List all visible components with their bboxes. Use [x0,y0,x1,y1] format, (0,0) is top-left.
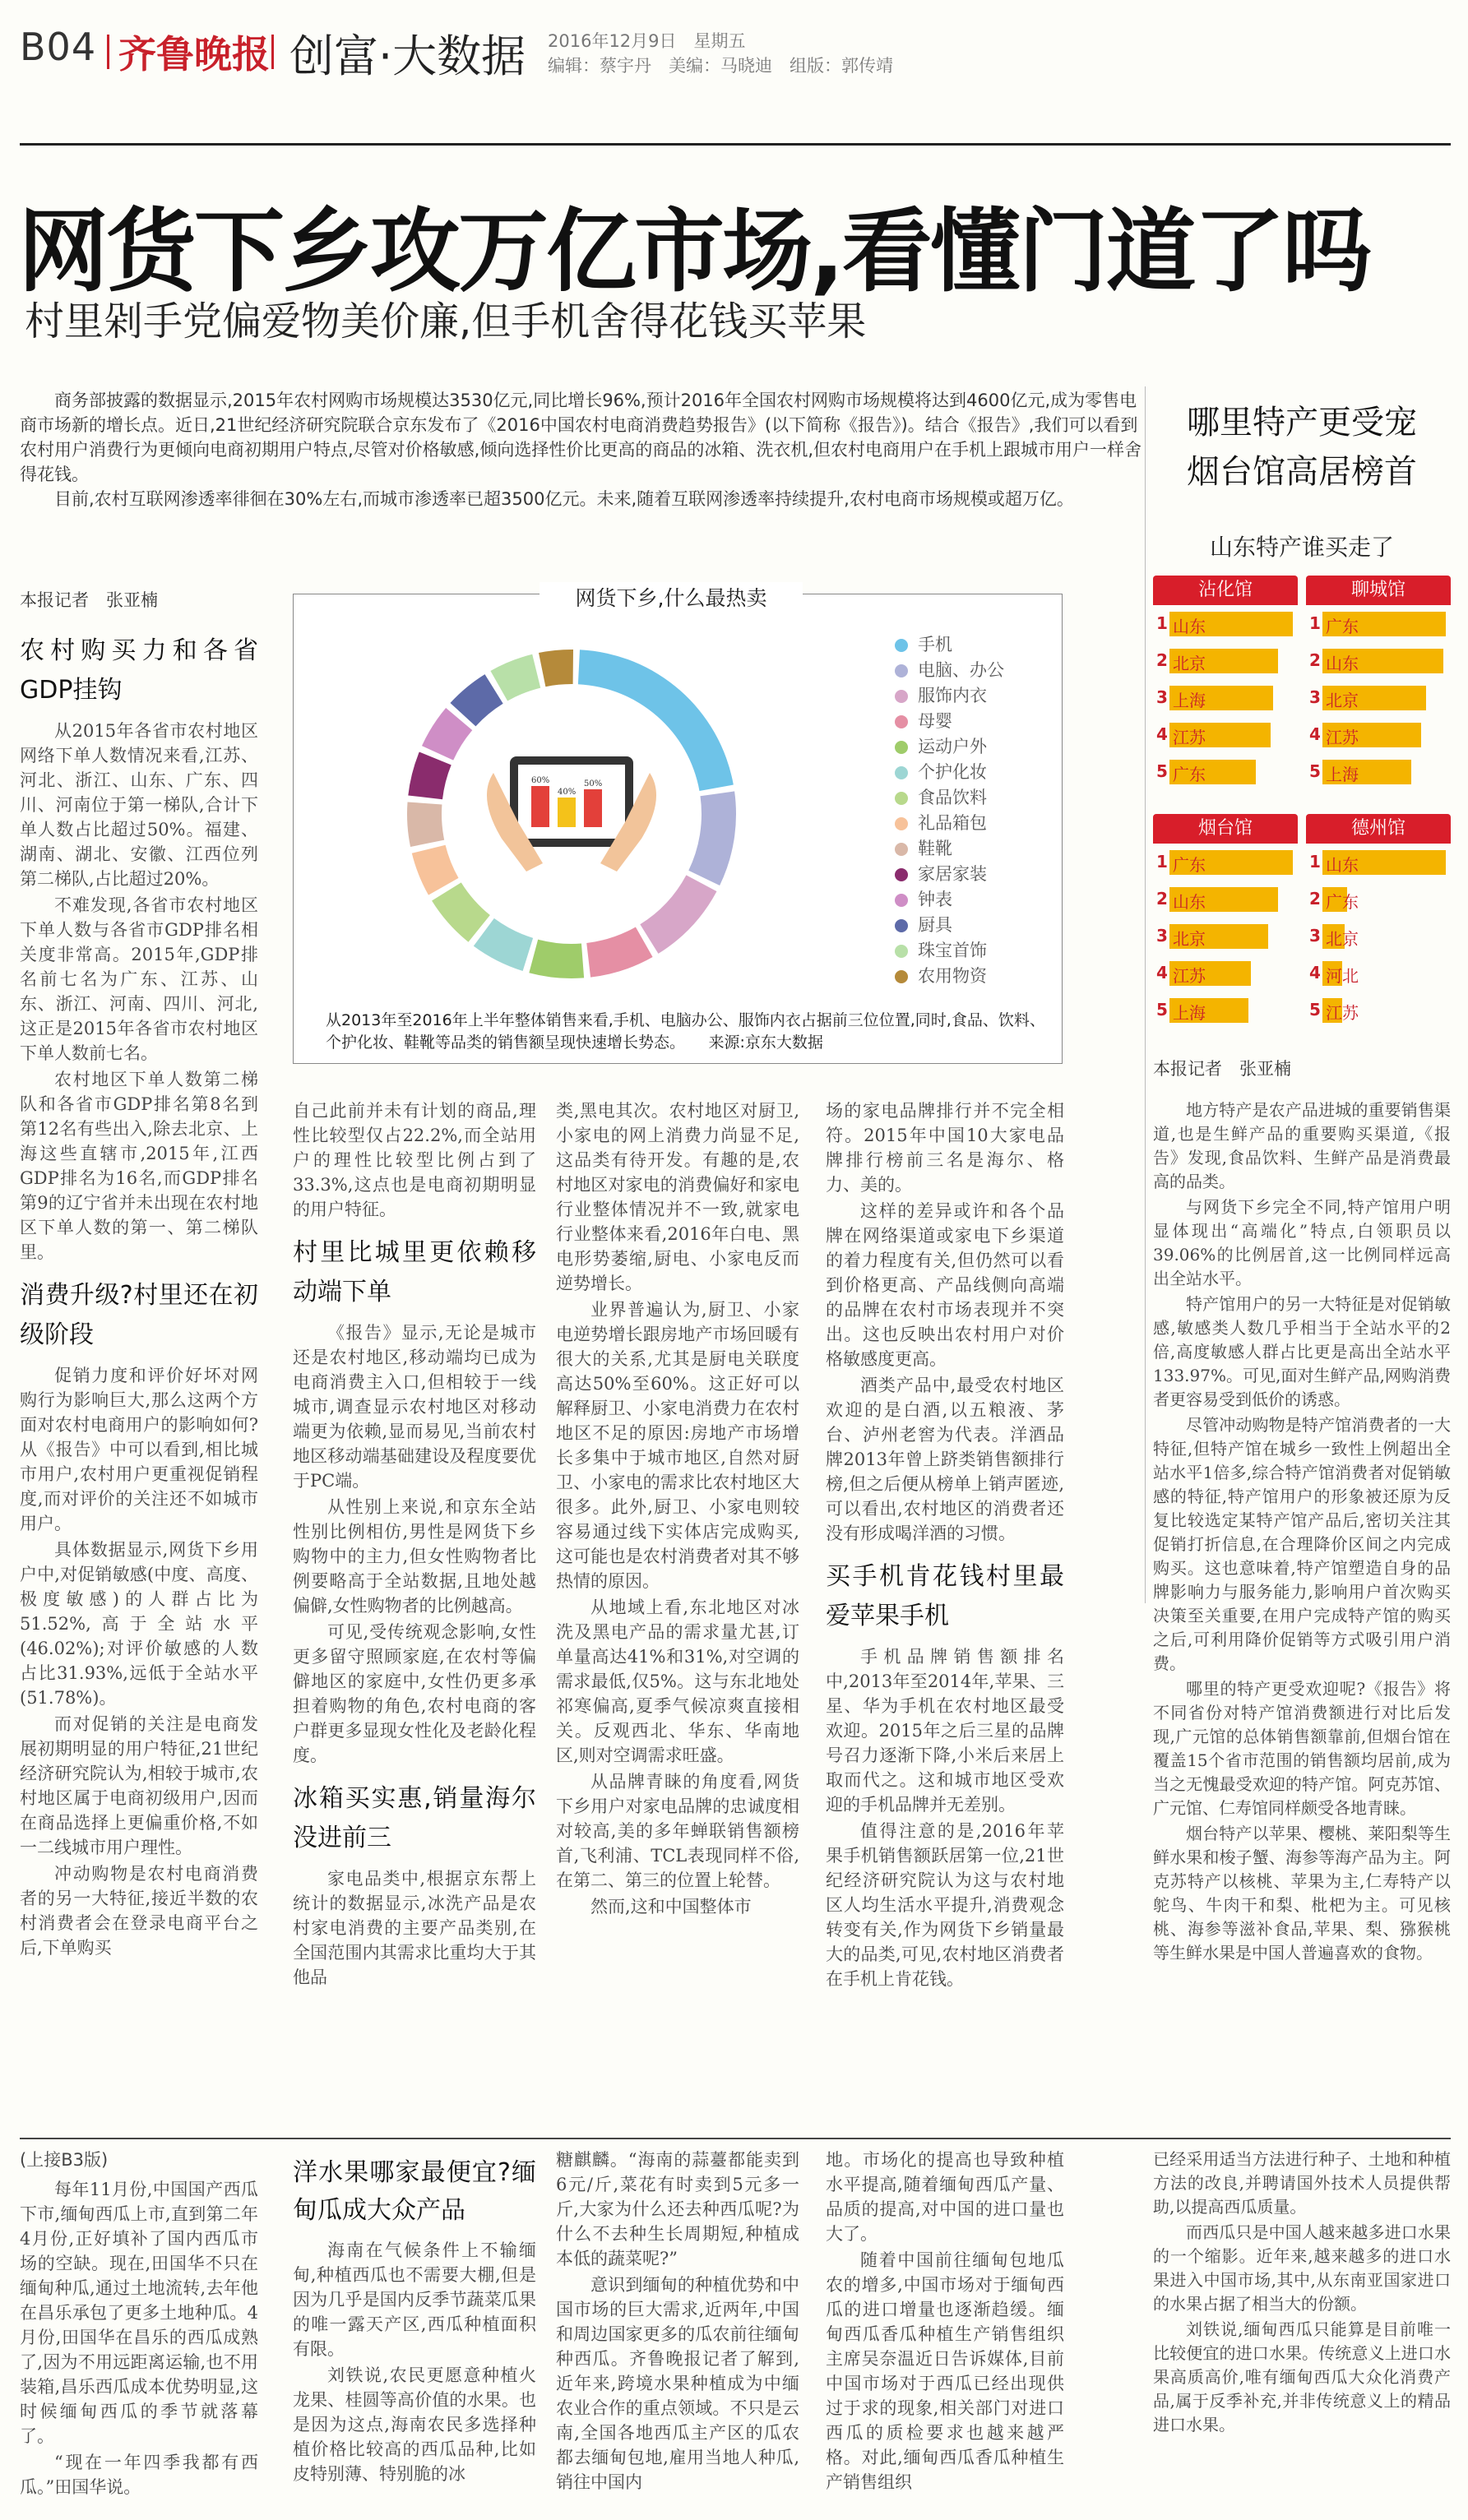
ranking-number: 3 [1309,687,1321,707]
ranking-row [1153,955,1298,992]
ranking-panel-title: 沾化馆 [1153,576,1298,605]
legend-swatch [895,970,908,983]
article-column-4 [826,1098,1064,1993]
byline: 本报记者 张亚楠 [1153,1059,1291,1079]
donut-segment-12 [490,654,540,701]
legend-item [895,886,952,911]
ranking-label: 广东 [1326,892,1359,912]
paragraph: 哪里的特产更受欢迎呢?《报告》将不同省份对特产馆消费额进行对比后发现,广元馆的总体销售额靠前,但烟台馆在覆盖15个省市范围的销售额均居前,成为当之无愧最受欢迎的特产馆。阿克苏馆、广元馆、仁寿馆同样颇受各地青睐。 [1153,1679,1451,1818]
ranking-row [1153,605,1298,642]
chart-legend [895,631,1059,993]
paragraph: 特产馆用户的另一大特征是对促销敏感,敏感类人数几乎相当于全站水平的2倍,高度敏感人群占比更是高出全站水平133.97%。可见,面对生鲜产品,网购消费者更容易受到低价的诱惑。 [1153,1294,1451,1409]
ranking-number: 5 [1309,761,1321,781]
ranking-number: 1 [1309,613,1321,633]
ranking-number: 1 [1156,613,1168,633]
sidebar-headline [1153,398,1451,497]
paragraph: 类,黑电其次。农村地区对厨卫,小家电的网上消费力尚显不足,这品类有待开发。有趣的是,农村地区对家电的消费偏好和家电行业整体情况并不一致,就家电行业整体来看,2016年白电、黑电形势萎缩,厨电、小家电反而逆势增长。 [556,1101,799,1293]
legend-item [895,861,987,885]
subheading: 消费升级?村里还在初级阶段 [20,1281,258,1349]
legend-item [895,912,952,936]
legend-label: 钟表 [918,890,952,909]
legend-swatch [895,715,908,728]
paragraph: 具体数据显示,网货下乡用户中,对促销敏感(中度、高度、极度敏感)的人群占比为51.52%,高于全站水平(46.02%);对评价敏感的人数占比31.93%,远低于全站水平(51.78%)。 [20,1540,258,1708]
legend-item [895,937,987,962]
ranking-label: 江苏 [1173,966,1206,986]
paragraph: 然而,这和中国整体市 [590,1897,752,1917]
bottom-column-5 [1153,2148,1451,2439]
ranking-label: 广东 [1173,765,1206,784]
legend-swatch [895,664,908,677]
continued-from: (上接B3版) [20,2150,109,2170]
donut-segment-7 [412,845,459,895]
donut-segment-5 [474,918,533,971]
paragraph: 手机品牌销售额排名中,2013年至2014年,苹果、三星、华为手机在农村地区最受欢迎。2015年之后三星的品牌号召力逐渐下降,小米后来居上取而代之。这和城市地区受欢迎的手机品牌并无差别。 [826,1647,1064,1815]
legend-item [895,657,1004,682]
ranking-label: 江苏 [1326,1003,1359,1023]
legend-item [895,708,952,733]
sidebar-title-line: 烟台馆高居榜首 [1187,453,1417,491]
ranking-label: 北京 [1326,691,1359,710]
ranking-row [1153,992,1298,1029]
ranking-row [1153,881,1298,918]
icon-bar [531,786,549,827]
paragraph: 农村地区下单人数第二梯队和各省市GDP排名第8名到第12名有些出入,除去北京、上海这些直辖市,2015年,江西GDP排名为16名,而GDP排名第9的辽宁省并未出现在农村地区下单人数的第一、第二梯队里。 [20,1070,258,1262]
section-rule [20,2138,1451,2139]
legend-item [895,810,987,835]
legend-label: 个护化妆 [918,762,987,782]
icon-bar-label: 50% [584,779,603,788]
paragraph: 与网货下乡完全不同,特产馆用户明显体现出“高端化”特点,白领职员以39.06%的比例居首,这一比例同样远高出全站水平。 [1153,1197,1451,1288]
ranking-number: 3 [1309,926,1321,946]
paragraph: 每年11月份,中国国产西瓜下市,缅甸西瓜上市,直到第二年4月份,正好填补了国内西瓜市场的空缺。现在,田国华不只在缅甸种瓜,通过土地流转,去年他在昌乐承包了更多土地种瓜。4月份,田国华在昌乐的西瓜成熟了,因为不用远距离运输,也不用装箱,昌乐西瓜成本优势明显,这时候缅甸西瓜的季节就落幕了。 [20,2180,258,2446]
legend-item [895,682,987,707]
ranking-label: 广东 [1173,855,1206,875]
paragraph: 而对促销的关注是电商发展初期明显的用户特征,21世纪经济研究院认为,相较于城市,农村地区属于电商初级用户,因而在商品选择上更偏重价格,不如一二线城市用户理性。 [20,1714,258,1857]
paragraph: 值得注意的是,2016年苹果手机销售额跃居第一位,21世纪经济研究院认为这与农村地区人均生活水平提升,消费观念转变有关,作为网货下乡销量最大的品类,可见,农村地区消费者在手机上肯花钱。 [826,1821,1064,1989]
paragraph: 糖麒麟。“海南的蒜薹都能卖到6元/斤,菜花有时卖到5元多一斤,大家为什么还去种西瓜呢?为什么不去种生长周期短,种植成本低的蔬菜呢?” [556,2150,799,2268]
ranking-number: 4 [1309,963,1321,983]
paragraph: 海南在气候条件上不输缅甸,种植西瓜也不需要大棚,但是因为几乎是国内反季节蔬菜瓜果的唯一露天产区,西瓜种植面积有限。 [293,2240,536,2359]
legend-swatch [895,919,908,932]
ranking-row [1153,918,1298,955]
ranking-label: 江苏 [1326,728,1359,747]
headline: 网货下乡攻万亿市场,看懂门道了吗 [18,199,1370,304]
ranking-number: 5 [1156,761,1168,781]
legend-swatch [895,792,908,805]
ranking-row [1153,679,1298,716]
paragraph: 地。市场化的提高也导致种植水平提高,随着缅甸西瓜产量、品质的提高,对中国的进口量也大了。 [826,2150,1064,2244]
column-divider [1145,386,1146,1603]
paragraph: 场的家电品牌排行并不完全相符。2015年中国10大家电品牌排行榜前三名是海尔、格力、美的。 [826,1101,1064,1195]
legend-label: 母婴 [918,711,952,731]
donut-segment-4 [529,940,584,978]
page-number: B04 [20,25,97,69]
ranking-label: 河北 [1326,966,1359,986]
paragraph: 而西瓜只是中国人越来越多进口水果的一个缩影。近年来,越来越多的进口水果进入中国市场,其中,从东南亚国家进口的水果占据了相当大的份额。 [1153,2222,1451,2314]
legend-swatch [895,945,908,958]
paragraph: 刘铁说,农民更愿意种植火龙果、桂圆等高价值的水果。也是因为这点,海南农民多选择种植价格比较高的西瓜品种,比如皮特别薄、特别脆的冰 [293,2365,536,2484]
legend-item [895,759,987,784]
ranking-panel-title: 烟台馆 [1153,814,1298,844]
legend-swatch [895,817,908,830]
ranking-number: 3 [1156,687,1168,707]
header-divider [271,35,274,69]
section-title: 创富·大数据 [289,30,526,82]
legend-item [895,835,952,860]
byline: 本报记者 张亚楠 [20,590,158,610]
sidebar-title-line: 哪里特产更受宠 [1187,404,1417,442]
icon-bar [584,789,602,827]
icon-bar-label: 40% [558,788,577,797]
legend-swatch [895,690,908,703]
bottom-column-2 [293,2154,536,2488]
subheading: 农村购买力和各省GDP挂钩 [20,636,258,705]
legend-label: 礼品箱包 [918,813,987,833]
ranking-number: 2 [1309,889,1321,909]
ranking-panel-title: 德州馆 [1306,814,1451,844]
ranking-row [1153,753,1298,790]
legend-label: 鞋靴 [918,839,952,858]
tablet-illustration [487,756,656,872]
ranking-panel [1306,576,1451,790]
donut-segment-13 [539,650,573,687]
ranking-row [1306,844,1451,881]
ranking-label: 北京 [1173,654,1206,673]
bottom-column-1 [20,2148,258,2501]
legend-swatch [895,766,908,779]
paragraph: 酒类产品中,最受农村地区欢迎的是白酒,以五粮液、茅台、泸州老窖为代表。洋酒品牌2013年曾上跻类销售额排行榜,但之后便从榜单上销声匿迹,可以看出,农村地区的消费者还没有形成喝洋酒的习惯。 [826,1376,1064,1543]
ranking-panels [1153,576,1451,1036]
paragraph: 《报告》显示,无论是城市还是农村地区,移动端均已成为电商消费主入口,但相较于一线城市,调查显示农村地区对移动端更为依赖,显而易见,当前农村地区移动端基础建设及程度要优于PC端。 [293,1323,536,1491]
ranking-panel [1153,814,1298,1029]
sidebar-article [1153,1098,1451,1967]
legend-item [895,733,987,758]
chart-title: 网货下乡,什么最热卖 [540,582,803,612]
ranking-label: 上海 [1326,765,1359,784]
legend-label: 服饰内衣 [918,686,987,705]
ranking-row [1306,716,1451,753]
donut-segment-8 [407,802,444,847]
ranking-number: 5 [1309,1000,1321,1020]
legend-swatch [895,894,908,907]
paragraph: 已经采用适当方法进行种子、土地和种植方法的改良,并聘请国外技术人员提供帮助,以提高西瓜质量。 [1153,2149,1451,2217]
ranking-number: 2 [1309,650,1321,670]
subheading: 洋水果哪家最便宜?缅甸瓜成大众产品 [293,2158,536,2225]
ranking-panel [1306,814,1451,1029]
donut-segment-9 [408,752,451,800]
paragraph: 从2015年各省市农村地区网络下单人数情况来看,江苏、河北、浙江、山东、广东、四川、河南位于第一梯队,合计下单人数占比超过50%。福建、湖南、湖北、安徽、江西位列第二梯队,占比超过20%。 [20,721,258,889]
bottom-column-3 [556,2148,799,2496]
ranking-row [1306,753,1451,790]
legend-swatch [895,868,908,881]
ranking-row [1153,844,1298,881]
legend-label: 农用物资 [918,966,987,986]
article-column-2 [293,1098,536,1991]
ranking-panel-title: 聊城馆 [1306,576,1451,605]
legend-label: 食品饮料 [918,788,987,807]
newspaper-logo: 齐鲁晚报 [118,32,270,76]
ranking-row [1153,642,1298,679]
paragraph: 从品牌青睐的角度看,网货下乡用户对家电品牌的忠诚度相对较高,美的多年蝉联销售额榜首,飞利浦、TCL表现同样不俗,在第二、第三的位置上轮替。 [556,1772,799,1890]
legend-label: 电脑、办公 [918,660,1004,680]
donut-segment-2 [640,875,716,954]
subheadline: 村里剁手党偏爱物美价廉,但手机舍得花钱买苹果 [25,298,867,344]
legend-item [895,963,987,987]
ranking-label: 北京 [1173,929,1206,949]
header-rule [20,143,1451,146]
intro-lead [20,388,1148,511]
ranking-number: 4 [1309,724,1321,744]
ranking-title: 山东特产谁买走了 [1209,534,1394,561]
ranking-label: 山东 [1326,855,1359,875]
ranking-row [1153,716,1298,753]
legend-item [895,631,952,656]
ranking-label: 广东 [1326,617,1359,636]
ranking-number: 2 [1156,650,1168,670]
issue-date: 2016年12月9日 星期五 [548,31,746,51]
article-column-1 [20,631,258,1962]
ranking-label: 江苏 [1173,728,1206,747]
ranking-label: 上海 [1173,1003,1206,1023]
ranking-row [1306,992,1451,1029]
ranking-label: 山东 [1173,617,1206,636]
paragraph: 从性别上来说,和京东全站性别比例相仿,男性是网货下乡购物中的主力,但女性购物者比例要略高于全站数据,且地处越偏僻,女性购物者的比例越高。 [293,1497,536,1616]
icon-bar [558,798,576,827]
legend-swatch [895,639,908,652]
subheading: 冰箱买实惠,销量海尔没进前三 [293,1784,536,1852]
donut-segment-3 [586,927,652,977]
article-column-3 [556,1098,799,1921]
ranking-number: 1 [1156,852,1168,872]
icon-bar-label: 60% [531,776,550,785]
subheading: 买手机肯花钱村里最爱苹果手机 [826,1562,1064,1630]
paragraph: 随着中国前往缅甸包地瓜农的增多,中国市场对于缅甸西瓜的进口增量也逐渐趋缓。缅甸西瓜香瓜种植生产销售组织主席吴奈温近日告诉媒体,目前中国市场对于西瓜已经出现供过于求的现象,相关部门对进口西瓜的质检要求也越来越严格。对此,缅甸西瓜香瓜种植生产销售组织 [826,2250,1064,2492]
ranking-row [1306,955,1451,992]
ranking-number: 4 [1156,724,1168,744]
legend-label: 运动户外 [918,737,987,756]
ranking-number: 4 [1156,963,1168,983]
paragraph: “现在一年四季我都有西瓜。”田国华说。 [20,2453,258,2497]
paragraph: 业界普遍认为,厨卫、小家电逆势增长跟房地产市场回暖有很大的关系,尤其是厨电关联度高达50%至60%。这正好可以解释厨卫、小家电消费力在农村地区不足的原因:房地产市场增长多集中于城市地区,自然对厨卫、小家电的需求比农村地区大很多。此外,厨卫、小家电则较容易通过线下实体店完成购买,这可能也是农村消费者对其不够热情的原因。 [556,1300,799,1591]
donut-segment-1 [688,791,736,885]
legend-label: 厨具 [918,915,952,935]
ranking-label: 北京 [1326,929,1359,949]
legend-swatch [895,741,908,754]
paragraph: 烟台特产以苹果、樱桃、莱阳梨等生鲜水果和梭子蟹、海参等海产品为主。阿克苏特产以核桃、苹果为主,仁寿特产以鸵鸟、牛肉干和梨、枇杷为主。可见核桃、海参等滋补食品,苹果、梨、猕猴桃等生鲜水果是中国人普遍喜欢的食物。 [1153,1824,1451,1963]
ranking-number: 5 [1156,1000,1168,1020]
paragraph: 不难发现,各省市农村地区下单人数与各省市GDP排名相关度非常高。2015年,GDP排名前七名为广东、江苏、山东、浙江、河南、四川、河北,这正是2015年各省市农村地区下单人数前七名。 [20,895,258,1063]
paragraph: 从地域上看,东北地区对冰洗及黑电产品的需求量尤甚,订单量高达41%和31%,对空调的需求最低,仅5%。这与东北地处祁寒偏高,夏季气候凉爽直接相关。反观西北、华东、华南地区,则对空调需求旺盛。 [556,1598,799,1765]
intro-para: 目前,农村互联网渗透率徘徊在30%左右,而城市渗透率已超3500亿元。未来,随着互联网渗透率持续提升,农村电商市场规模或超万亿。 [54,489,1074,509]
ranking-number: 2 [1156,889,1168,909]
ranking-row [1306,679,1451,716]
subheading: 村里比城里更依赖移动端下单 [293,1238,536,1306]
donut-chart [378,633,765,995]
ranking-number: 1 [1309,852,1321,872]
donut-segment-6 [432,882,490,941]
legend-item [895,784,987,809]
staff-credits: 编辑：蔡宇丹 美编：马晓迪 组版：郭传靖 [548,56,893,76]
intro-para: 商务部披露的数据显示,2015年农村网购市场规模达3530亿元,同比增长96%,预计2016年全国农村网购市场规模将达到4600亿元,成为零售电商市场新的增长点。近日,21世纪经济研究院联合京东发布了《2016中国农村电商消费趋势报告》(以下简称《报告》)。结合《报告》,我们可以看到农村用户消费行为更倾向电商初期用户特点,尽管对价格敏感,倾向选择性价比更高的商品的冰箱、洗衣机,但农村电商用户在手机上跟城市用户一样舍得花钱。 [20,391,1142,484]
ranking-row [1306,881,1451,918]
legend-label: 珠宝首饰 [918,941,987,960]
paragraph: 促销力度和评价好坏对网购行为影响巨大,那么这两个方面对农村电商用户的影响如何?从《报告》中可以看到,相比城市用户,农村用户更重视促销程度,而对评价的关注还不如城市用户。 [20,1366,258,1533]
paragraph: 意识到缅甸的种植优势和中国市场的巨大需求,近两年,中国和周边国家更多的瓜农前往缅甸种西瓜。齐鲁晚报记者了解到,近年来,跨境水果种植成为中缅农业合作的重点领域。不只是云南,全国各地西瓜主产区的瓜农都去缅甸包地,雇用当地人种瓜,销往中国内 [556,2275,799,2492]
paragraph: 这样的差异或许和各个品牌在网络渠道或家电下乡渠道的着力程度有关,但仍然可以看到价格更高、产品线侧向高端的品牌在农村市场表现并不突出。这也反映出农村用户对价格敏感度更高。 [826,1201,1064,1369]
legend-label: 手机 [918,635,952,654]
chart-caption: 从2013年至2016年上半年整体销售来看,手机、电脑办公、服饰内衣占据前三位位置,同时,食品、饮料、个护化妆、鞋靴等品类的销售额呈现快速增长势态。 来源:京东大数据 [326,1011,1045,1052]
legend-swatch [895,843,908,856]
paragraph: 地方特产是农产品进城的重要销售渠道,也是生鲜产品的重要购买渠道,《报告》发现,食品饮料、生鲜产品是消费最高的品类。 [1153,1100,1451,1191]
ranking-panel [1153,576,1298,790]
ranking-row [1306,605,1451,642]
paragraph: 家电品类中,根据京东帮上统计的数据显示,冰洗产品是农村家电消费的主要产品类别,在全国范围内其需求比重均大于其他品 [293,1869,536,1987]
legend-label: 家居家装 [918,864,987,884]
header-divider [107,35,109,69]
paragraph: 自己此前并未有计划的商品,理性比较型仅占22.2%,而全站用户的理性比较型比例占到了33.3%,这点也是电商初期明显的用户特征。 [293,1101,536,1219]
paragraph: 刘铁说,缅甸西瓜只能算是目前唯一比较便宜的进口水果。传统意义上进口水果高质高价,唯有缅甸西瓜大众化消费产品,属于反季补充,并非传统意义上的精品进口水果。 [1153,2319,1451,2434]
bottom-column-4 [826,2148,1064,2496]
ranking-row [1306,642,1451,679]
ranking-label: 山东 [1326,654,1359,673]
ranking-label: 山东 [1173,892,1206,912]
paragraph: 尽管冲动购物是特产馆消费者的一大特征,但特产馆在城乡一致性上例超出全站水平1倍多,综合特产馆消费者对促销敏感的特征,特产馆用户的形象被还原为反复比较选定某特产馆产品后,密切关注其促销打折信息,在合理降价区间之内完成购买。这也意味着,特产馆塑造自身的品牌影响力与服务能力,影响用户首次购买决策至关重要,在用户完成特产馆的购买之后,可利用降价促销等方式吸引用户消费。 [1153,1415,1451,1673]
ranking-label: 上海 [1173,691,1206,710]
paragraph: 可见,受传统观念影响,女性更多留守照顾家庭,在农村等偏僻地区的家庭中,女性仍更多承担着购物的角色,农村电商的客户群更多显现女性化及老龄化程度。 [293,1622,536,1765]
ranking-number: 3 [1156,926,1168,946]
paragraph: 冲动购物是农村电商消费者的另一大特征,接近半数的农村消费者会在登录电商平台之后,下单购买 [20,1864,258,1958]
ranking-row [1306,918,1451,955]
